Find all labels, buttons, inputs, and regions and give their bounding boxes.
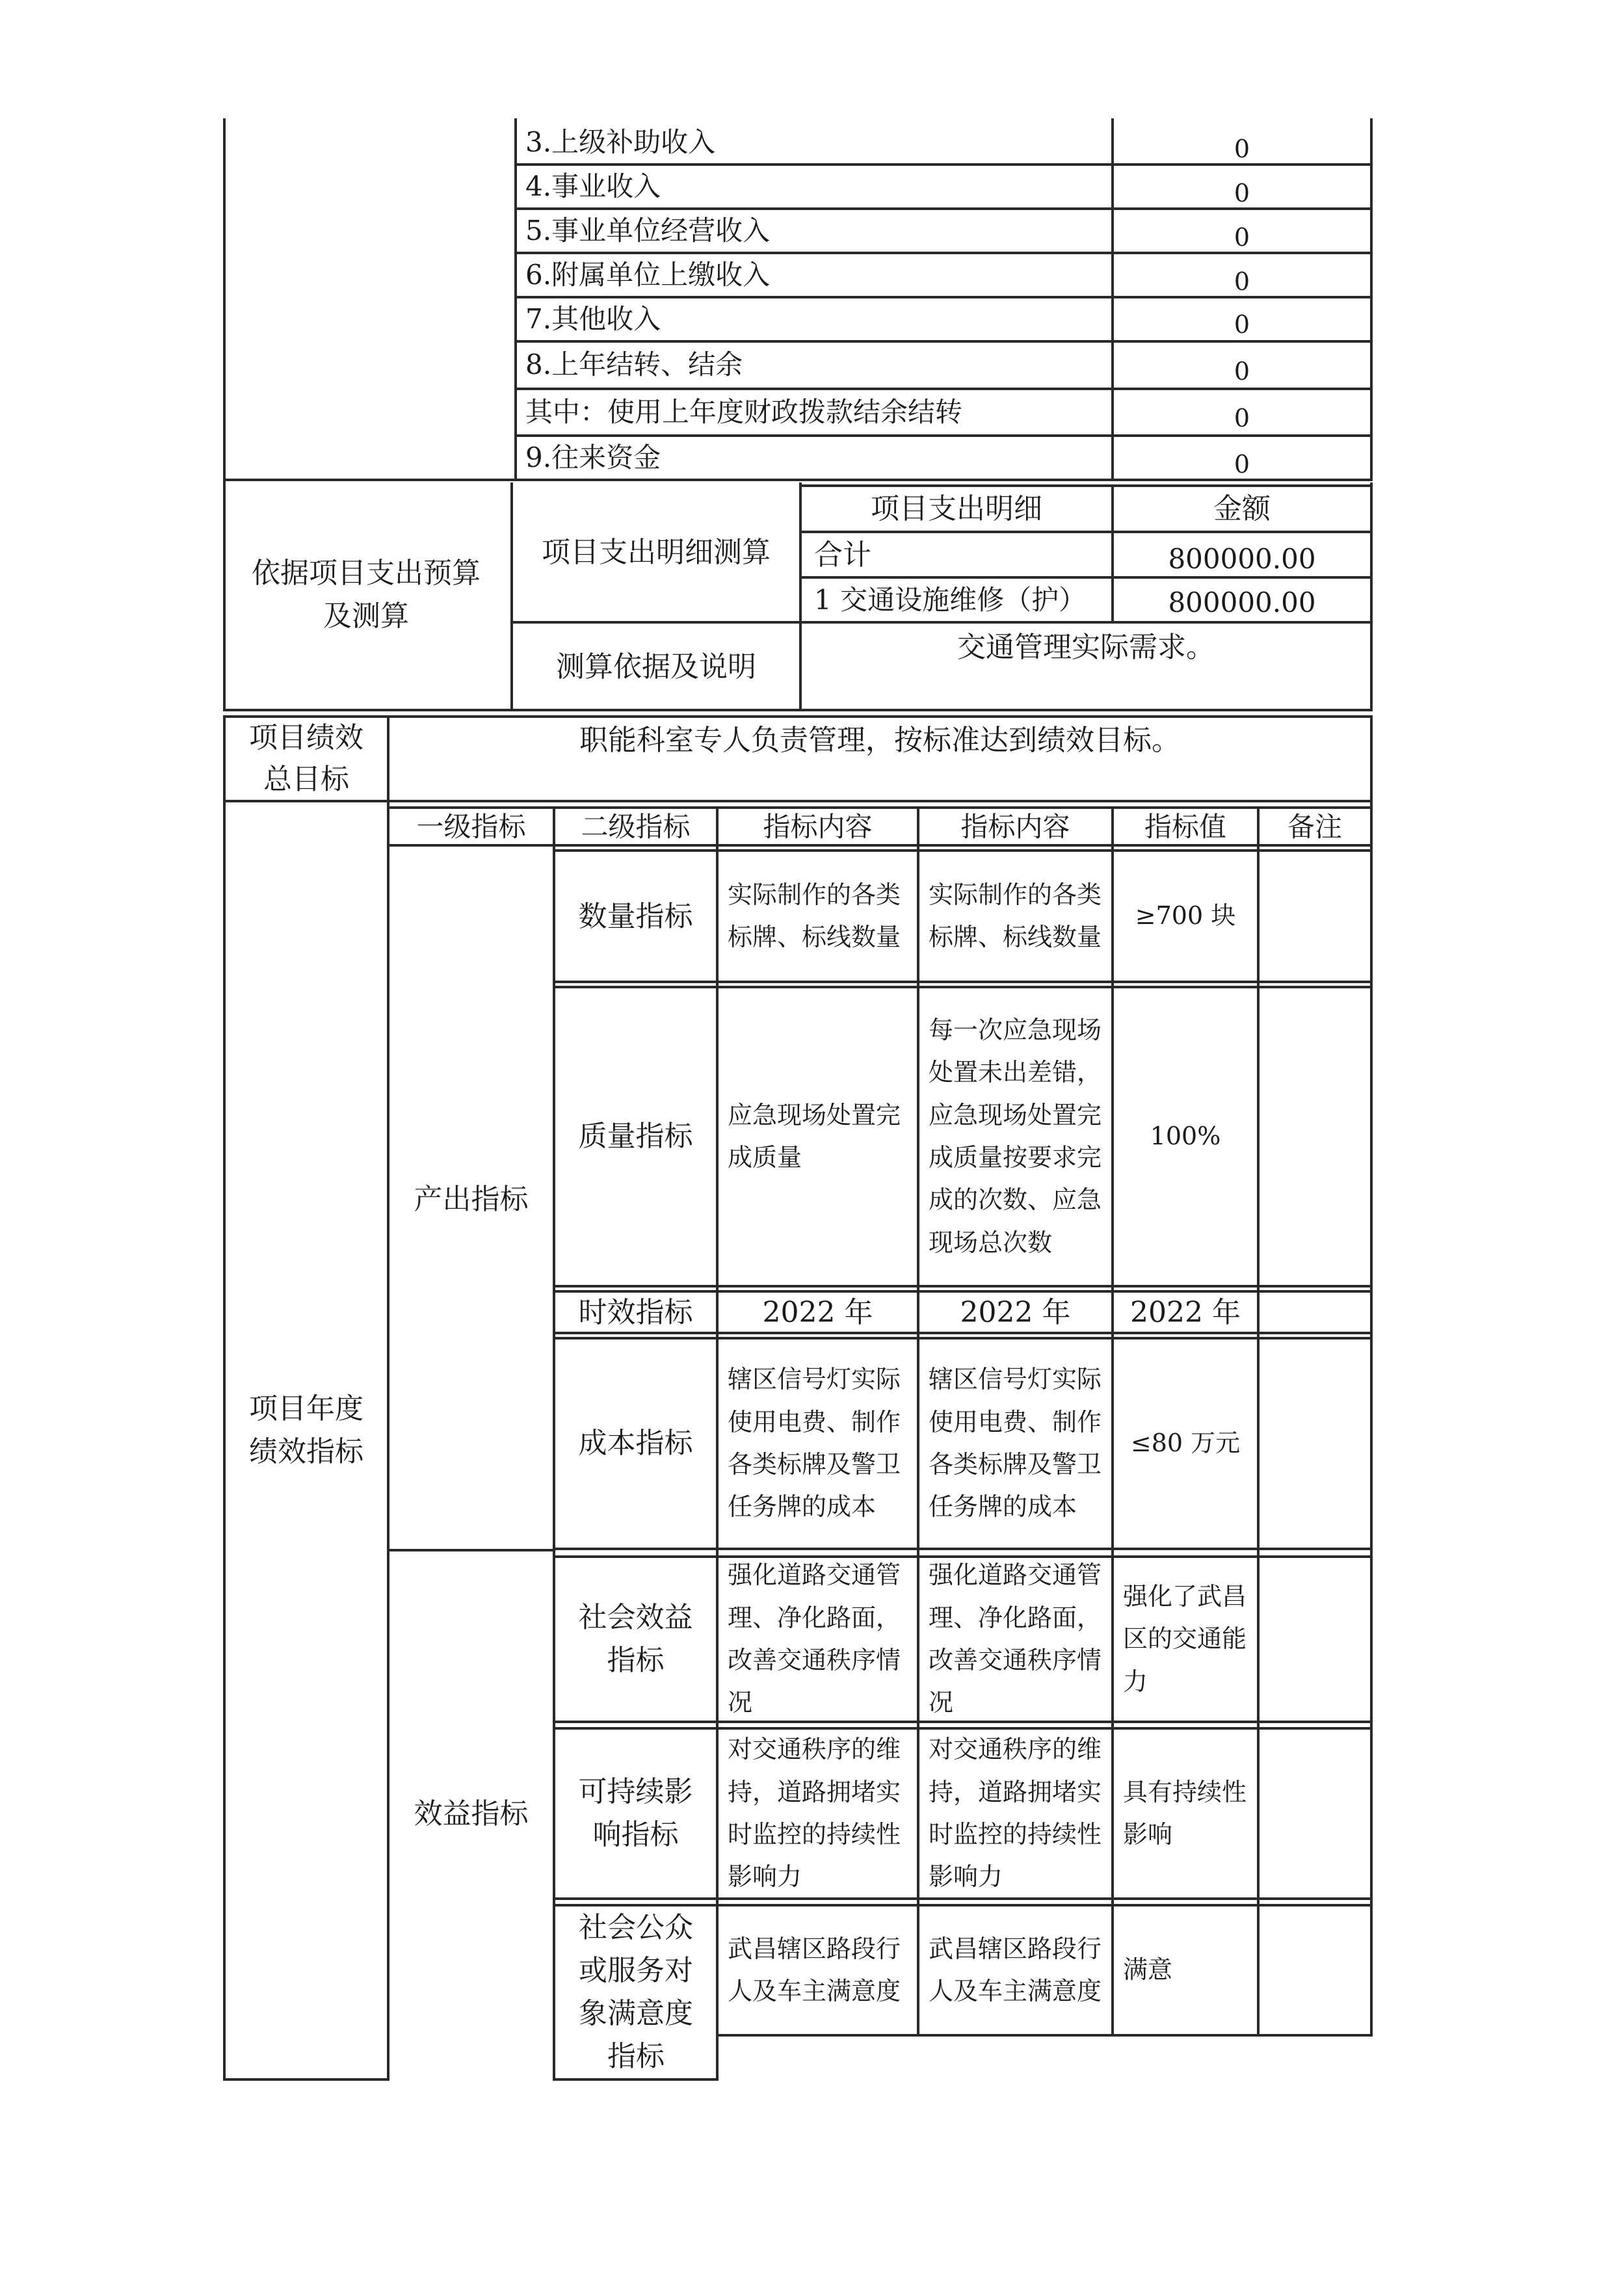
border: [223, 479, 226, 711]
income-label: 其中：使用上年度财政拨款结余结转: [525, 396, 963, 429]
border: [553, 2078, 719, 2081]
note-cell: [1260, 1558, 1370, 1721]
note-cell: [1260, 1730, 1370, 1897]
level2-label: 质量指标: [578, 1119, 693, 1153]
header-cell: 指标内容: [960, 811, 1070, 843]
income-value: 0: [1234, 178, 1250, 207]
note-cell: [1260, 988, 1370, 1285]
note-cell: [1260, 852, 1370, 981]
budget-col-amount: 金额: [1213, 492, 1271, 525]
border: [553, 1548, 1373, 1550]
goal-label: 项目绩效总目标: [249, 721, 363, 796]
border: [514, 118, 517, 480]
content1-cell: 强化道路交通管理、净化路面，改善交通秩序情况: [728, 1561, 901, 1717]
header-cell: 一级指标: [416, 811, 526, 843]
border: [1370, 715, 1373, 801]
content1-cell: 实际制作的各类标牌、标线数量: [728, 880, 901, 951]
level2-label: 可持续影响指标: [578, 1775, 693, 1851]
header-cell: 备注: [1287, 811, 1342, 843]
income-value: 0: [1234, 356, 1250, 386]
income-label: 3.上级补助收入: [525, 126, 716, 159]
value-cell: ≤80 万元: [1130, 1429, 1241, 1458]
border: [1370, 118, 1373, 480]
income-value: 0: [1234, 449, 1250, 479]
border: [223, 118, 226, 480]
content2-cell: 实际制作的各类标牌、标线数量: [929, 880, 1102, 951]
income-label: 4.事业收入: [525, 170, 661, 203]
value-cell: ≥700 块: [1135, 901, 1236, 930]
level2-label: 社会公众或服务对象满意度指标: [579, 1911, 693, 2073]
income-label: 5.事业单位经营收入: [525, 215, 771, 247]
budget-row-amount: 800000.00: [1168, 543, 1316, 575]
note-cell: [1260, 1339, 1370, 1548]
budget-detail-label: 项目支出明细测算: [542, 535, 771, 569]
content1-cell: 应急现场处置完成质量: [728, 1100, 901, 1172]
header-cell: 指标内容: [763, 811, 873, 843]
content1-cell: 武昌辖区路段行人及车主满意度: [728, 1934, 901, 2005]
income-value: 0: [1234, 222, 1250, 252]
content2-cell: 武昌辖区路段行人及车主满意度: [929, 1934, 1102, 2005]
border: [223, 2078, 388, 2081]
level2-label: 时效指标: [578, 1295, 693, 1329]
note-cell: [1260, 1293, 1370, 1333]
level1-label: 产出指标: [414, 1182, 529, 1216]
level2-label: 数量指标: [578, 899, 693, 933]
budget-basis-text: 交通管理实际需求。: [957, 630, 1215, 664]
budget-col-item: 项目支出明细: [871, 492, 1042, 525]
income-label: 9.往来资金: [525, 442, 661, 474]
income-label: 8.上年结转、结余: [525, 349, 743, 381]
content1-cell: 辖区信号灯实际使用电费、制作各类标牌及警卫任务牌的成本: [728, 1365, 901, 1522]
content2-cell: 每一次应急现场处置未出差错， 应急现场处置完成质量按要求完成的次数、应急现场总次数: [929, 1015, 1102, 1257]
budget-row-amount: 800000.00: [1168, 587, 1316, 619]
income-value: 0: [1234, 310, 1250, 339]
content2-cell: 辖区信号灯实际使用电费、制作各类标牌及警卫任务牌的成本: [929, 1365, 1102, 1522]
income-value: 0: [1234, 267, 1250, 296]
content2-cell: 对交通秩序的维持，道路拥堵实时监控的持续性影响力: [929, 1735, 1102, 1892]
border: [387, 1549, 555, 1551]
goal-text: 职能科室专人负责管理，按标准达到绩效目标。: [579, 723, 1180, 757]
header-cell: 二级指标: [581, 811, 691, 843]
level2-label: 成本指标: [578, 1426, 693, 1460]
content1-cell: 对交通秩序的维持，道路拥堵实时监控的持续性影响力: [728, 1735, 901, 1892]
budget-basis-label: 测算依据及说明: [556, 650, 756, 683]
budget-row-item: 1 交通设施维修（护）: [814, 584, 1087, 616]
border: [1370, 482, 1373, 711]
value-cell: 具有持续性影响: [1123, 1777, 1247, 1849]
border: [553, 1285, 1373, 1287]
income-value: 0: [1234, 134, 1250, 163]
indicators-section-label: 项目年度绩效指标: [249, 1392, 363, 1468]
value-cell: 2022 年: [1130, 1295, 1241, 1329]
value-cell: 满意: [1123, 1955, 1173, 1985]
level1-label: 效益指标: [414, 1797, 529, 1830]
border: [223, 801, 226, 2081]
value-cell: 100%: [1150, 1122, 1221, 1151]
content2-cell: 强化道路交通管理、净化路面，改善交通秩序情况: [929, 1561, 1102, 1717]
border: [223, 715, 226, 801]
border: [223, 800, 1373, 802]
budget-section-label: 依据项目支出预算及测算: [252, 557, 481, 633]
budget-row-item: 合计: [814, 538, 871, 572]
border: [716, 2034, 1373, 2037]
content1-cell: 2022 年: [762, 1295, 873, 1329]
income-value: 0: [1234, 403, 1250, 432]
content2-cell: 2022 年: [960, 1295, 1071, 1329]
level2-label: 社会效益指标: [578, 1601, 693, 1677]
border: [387, 801, 389, 2081]
header-cell: 指标值: [1144, 811, 1226, 843]
border: [223, 709, 1373, 711]
income-label: 6.附属单位上缴收入: [525, 259, 771, 291]
income-label: 7.其他收入: [525, 303, 661, 336]
note-cell: [1260, 1907, 1370, 2034]
value-cell: 强化了武昌区的交通能力: [1123, 1581, 1247, 1696]
